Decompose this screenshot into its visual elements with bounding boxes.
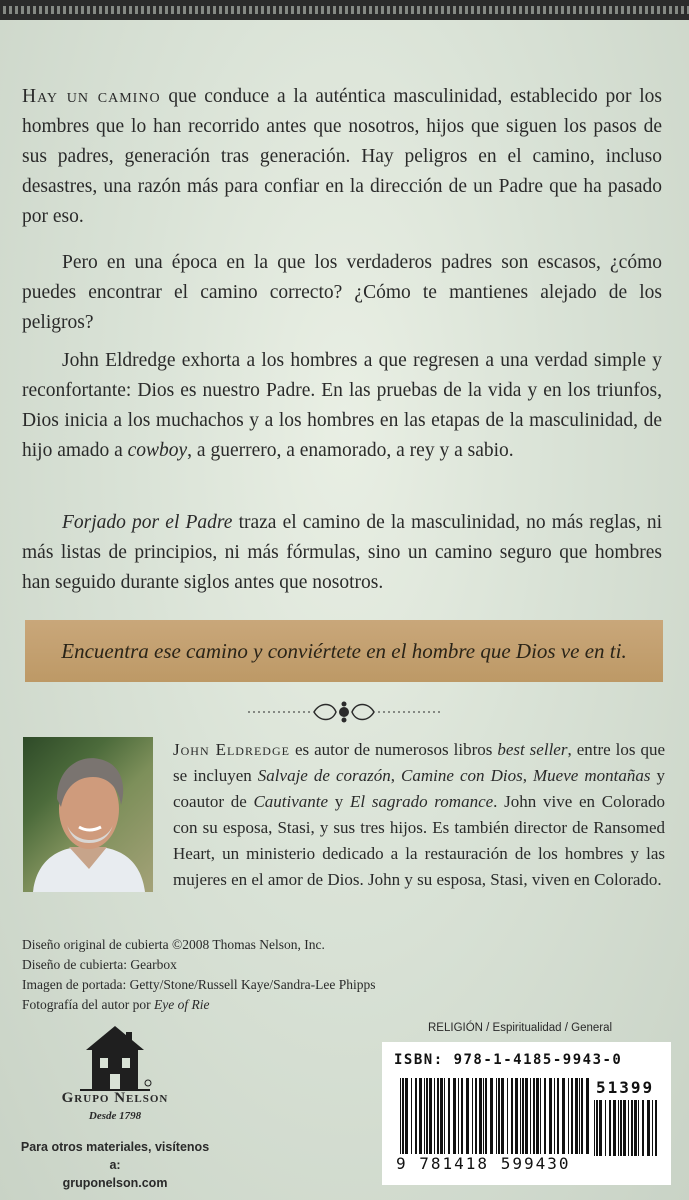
blurb-p3-text-b: , a guerrero, a enamorado, a rey y a sabio. bbox=[187, 440, 514, 461]
top-decorative-border bbox=[0, 0, 689, 20]
price-barcode-bars-icon bbox=[594, 1100, 662, 1156]
blurb-paragraph-4 bbox=[22, 508, 662, 598]
blurb-p1-text: que conduce a la auténtica masculinidad, establecido por los hombres que lo han recorrido antes que nosotros, hijos que siguen los pasos de sus padres, generación tras generación. Hay peligros en el camino, incluso desastres, una razón más para confiar en la dirección de un Padre que ha pasado por eso. bbox=[22, 86, 662, 227]
chain-pattern bbox=[0, 6, 689, 14]
credit-line: Diseño original de cubierta ©2008 Thomas Nelson, Inc. bbox=[22, 937, 325, 952]
barcode-digits: 9 781418 599430 bbox=[396, 1154, 571, 1173]
photographer-name: Eye of Rie bbox=[153, 997, 210, 1012]
book-title-emphasis: Forjado por el Padre bbox=[62, 512, 233, 533]
bio-book-title-5: El sagrado romance bbox=[350, 792, 494, 811]
bio-text-2: , entre los que se incluyen bbox=[173, 740, 665, 785]
publisher-name: Grupo Nelson bbox=[61, 1090, 169, 1106]
bio-book-title-1: Salvaje de corazón bbox=[257, 766, 391, 785]
bio-text-3: , bbox=[390, 766, 402, 785]
blurb-p3-text-a: John Eldredge exhorta a los hombres a que regresen a una verdad simple y reconfortante: Dios es nuestro Padre. En las pruebas de la vida y en los triunfos, Dios inicia a los muchachos y a los hombres en las etapas de la masculinidad, de hijo amado a bbox=[22, 350, 662, 461]
publisher-since: Desde 1798 bbox=[88, 1110, 142, 1122]
bio-emphasis-1: best seller bbox=[497, 740, 568, 759]
barcode-panel bbox=[382, 1042, 671, 1185]
author-name: John Eldredge bbox=[173, 740, 290, 759]
bio-book-title-3: Mueve montañas bbox=[532, 766, 651, 785]
tagline-text: Encuentra ese camino y conviértete en el hombre que Dios ve en ti. bbox=[61, 638, 627, 663]
blurb-p4-text: traza el camino de la masculinidad, no más reglas, ni más listas de principios, ni más fórmulas, sino un camino seguro que hombres han seguido durante siglos antes que nosotros. bbox=[22, 512, 663, 593]
credit-line bbox=[22, 995, 376, 1015]
price-code: 51399 bbox=[596, 1078, 655, 1097]
bio-text-7: . John vive en Colorado con su esposa, Stasi, y sus tres hijos. Es también director de Ransomed Heart, un ministerio dedicado a la restauración de los hombres y las mujeres en el amor de Dios. John y su esposa, Stasi, viven en Colorado. bbox=[173, 792, 666, 889]
barcode-bars-icon bbox=[400, 1078, 590, 1154]
blurb-paragraph-2: Pero en una época en la que los verdaderos padres son escasos, ¿cómo puedes encontrar el camino correcto? ¿Cómo te mantienes alejado de los peligros? bbox=[22, 252, 662, 333]
ornament-divider-icon bbox=[248, 700, 440, 724]
credit-line: Imagen de portada: Getty/Stone/Russell Kaye/Sandra-Lee Phipps bbox=[22, 977, 376, 992]
credit-prefix: Fotografía del autor por bbox=[22, 997, 154, 1012]
blurb-lead-words: Hay un camino bbox=[22, 86, 161, 107]
bio-text-1: es autor de numerosos libros bbox=[289, 740, 498, 759]
bio-book-title-2: Camine con Dios bbox=[401, 766, 523, 785]
author-bio bbox=[173, 737, 665, 893]
publisher-visit-text: Para otros materiales, visítenos a: bbox=[20, 1140, 210, 1172]
author-portrait-icon bbox=[23, 737, 153, 892]
publisher-website-info bbox=[20, 1138, 210, 1192]
blurb-paragraph-3 bbox=[22, 346, 662, 466]
bio-text-5: y coautor de bbox=[173, 766, 665, 811]
category-label: RELIGIÓN / Espiritualidad / General bbox=[428, 1022, 613, 1034]
credit-line: Diseño de cubierta: Gearbox bbox=[22, 957, 177, 972]
publisher-website[interactable]: gruponelson.com bbox=[62, 1176, 168, 1190]
blurb-paragraph-1 bbox=[22, 82, 662, 232]
bio-book-title-4: Cautivante bbox=[253, 792, 329, 811]
blurb-p3-emphasis: cowboy bbox=[127, 440, 188, 461]
bio-text-4: , bbox=[522, 766, 533, 785]
isbn-number: ISBN: 978-1-4185-9943-0 bbox=[394, 1052, 623, 1068]
cover-credits bbox=[22, 935, 376, 1015]
tagline-banner bbox=[25, 620, 663, 682]
author-photo bbox=[23, 737, 153, 892]
bio-text-6: y bbox=[328, 792, 351, 811]
